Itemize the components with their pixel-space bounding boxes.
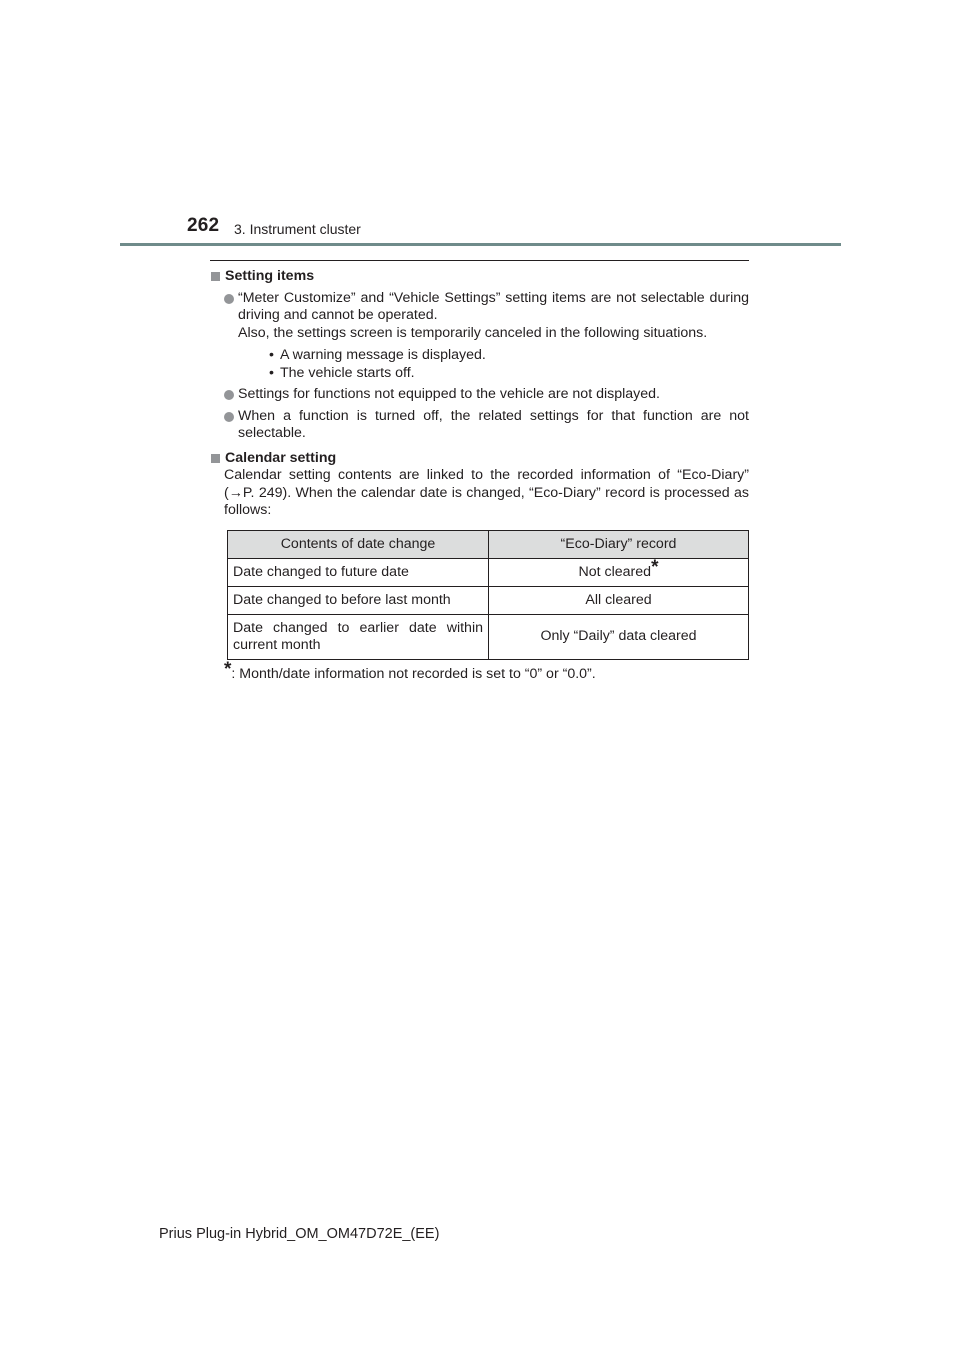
table-cell: All cleared [489, 586, 749, 614]
table-header-row [228, 530, 749, 558]
header-rule [120, 243, 841, 246]
setting-item-bullet [210, 290, 749, 383]
setting-item-bullet [210, 386, 749, 404]
table-cell: Date changed to before last month [228, 586, 489, 614]
reference-arrow-icon: → [228, 484, 243, 501]
section-divider [210, 260, 749, 261]
bullet-text: “Meter Customize” and “Vehicle Settings” setting items are not selectable during driving and cannot be operated. [238, 289, 749, 323]
page-content [210, 260, 749, 683]
calendar-setting-heading [210, 450, 749, 468]
sub-list-item [238, 347, 749, 365]
round-bullet-icon [224, 412, 234, 422]
sub-list-item [238, 365, 749, 383]
sub-bullet-marker: • [269, 364, 274, 381]
setting-item-bullet [210, 408, 749, 443]
paragraph-text: ). When the calendar date is changed, “Eco-Diary” record is processed as follows: [224, 484, 749, 518]
setting-items-heading [210, 268, 749, 286]
calendar-table [227, 530, 749, 660]
page-number: 262 [187, 215, 220, 236]
table-cell-text: Not cleared [578, 563, 652, 580]
sub-bullet-marker: • [269, 347, 274, 363]
paragraph-text: Calendar setting contents are linked to the recorded information of “Eco-Diary” ( [224, 467, 749, 501]
square-bullet-icon [211, 454, 220, 463]
round-bullet-icon [224, 294, 234, 304]
footnote-marker: * [651, 556, 659, 578]
page-reference-link[interactable]: P. 249 [242, 484, 283, 501]
table-cell [489, 558, 749, 586]
table-header-cell: “Eco-Diary” record [489, 530, 749, 558]
bullet-text: When a function is turned off, the related settings for that function are not selectable. [238, 407, 749, 441]
calendar-setting-paragraph [210, 467, 749, 520]
table-cell: Date changed to earlier date within current month [228, 614, 489, 659]
sub-list-item-text: The vehicle starts off. [280, 364, 415, 381]
table-footnote [210, 658, 749, 684]
calendar-setting-heading-text: Calendar setting [225, 449, 337, 466]
table-cell: Date changed to future date [228, 558, 489, 586]
sub-list [238, 347, 749, 382]
setting-items-heading-text: Setting items [225, 268, 315, 284]
table-header-cell: Contents of date change [228, 530, 489, 558]
bullet-text: Also, the settings screen is temporarily canceled in the following situations. [238, 324, 708, 341]
round-bullet-icon [224, 390, 234, 400]
footnote-text: : Month/date information not recorded is set to “0” or “0.0”. [231, 665, 596, 682]
table-row [228, 558, 749, 586]
footer-model-code: Prius Plug-in Hybrid_OM_OM47D72E_(EE) [159, 1226, 440, 1242]
table-cell: Only “Daily” data cleared [489, 614, 749, 659]
chapter-title: 3. Instrument cluster [234, 221, 361, 237]
table-row [228, 614, 749, 659]
bullet-text: Settings for functions not equipped to the vehicle are not displayed. [238, 386, 660, 402]
footnote-marker: * [224, 658, 232, 680]
table-row [228, 586, 749, 614]
square-bullet-icon [211, 272, 220, 281]
sub-list-item-text: A warning message is displayed. [280, 347, 486, 363]
